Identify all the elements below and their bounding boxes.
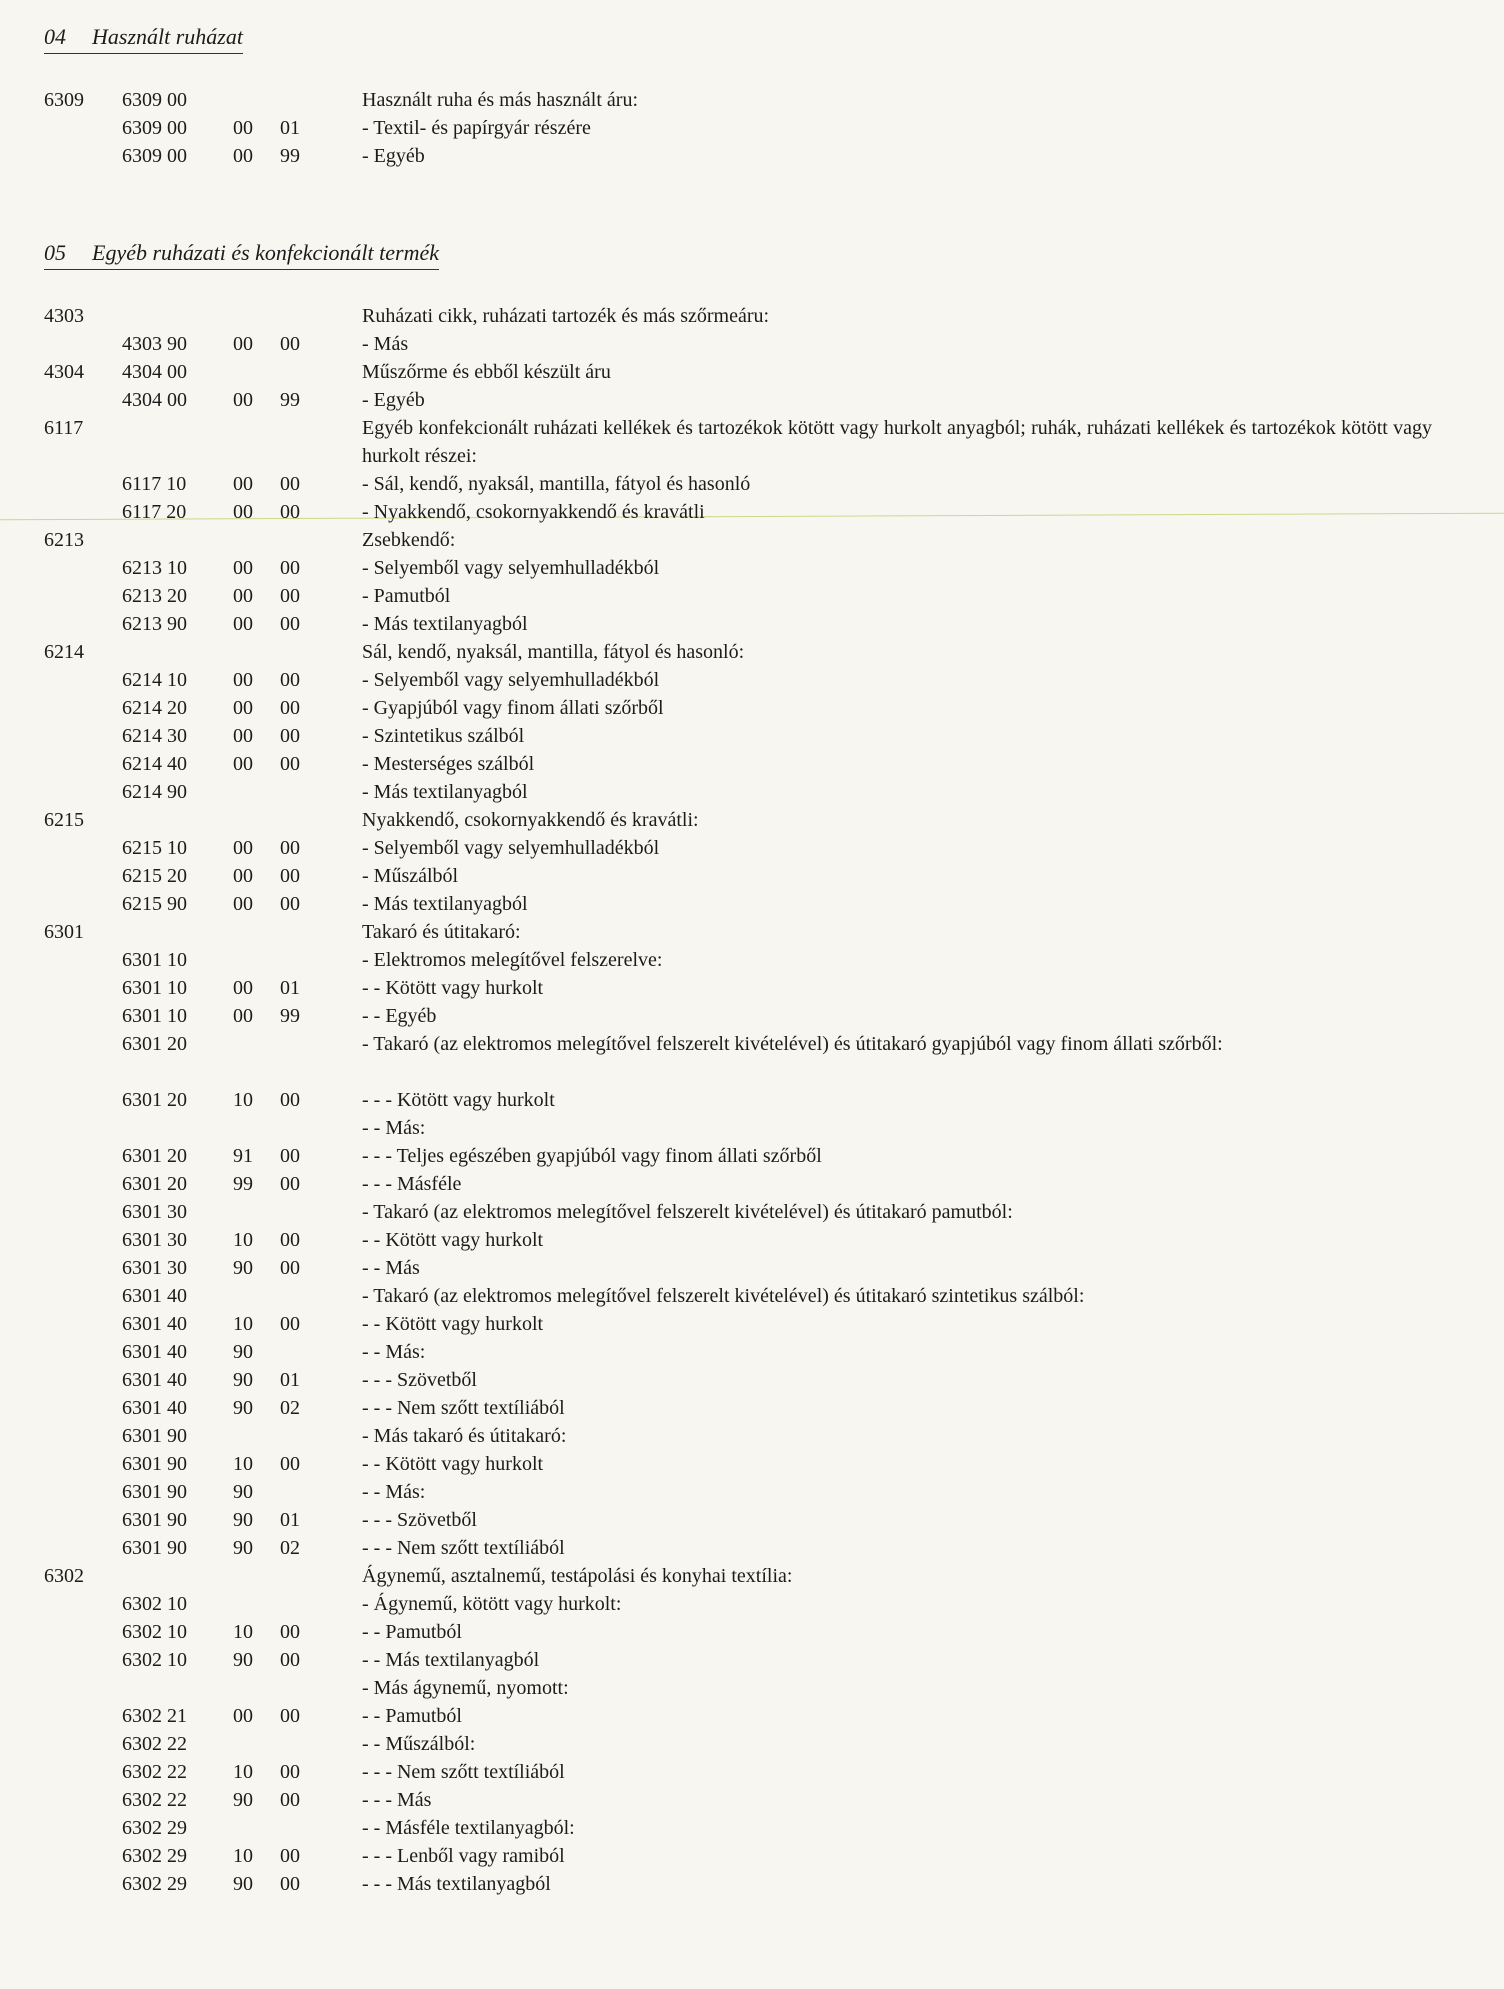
subheading-code: 6214 20 [122, 697, 187, 719]
item-description: Ruházati cikk, ruházati tartozék és más szőrmeáru: [362, 305, 770, 327]
table-row [0, 1842, 1504, 1870]
item-description: - - - Lenből vagy ramiból [362, 1845, 565, 1867]
subheading-code: 6215 10 [122, 837, 187, 859]
heading-code: 6302 [44, 1565, 84, 1587]
heading-code: 6215 [44, 809, 84, 831]
table-row [0, 554, 1504, 582]
table-row [0, 806, 1504, 834]
subheading-code: 6215 20 [122, 865, 187, 887]
table-row [0, 1114, 1504, 1142]
subheading-code: 6213 20 [122, 585, 187, 607]
code-part-2: 00 [280, 669, 300, 691]
table-row [0, 722, 1504, 750]
code-part-2: 00 [280, 1173, 300, 1195]
table-row [0, 86, 1504, 114]
table-row [0, 1366, 1504, 1394]
item-description: - Sál, kendő, nyaksál, mantilla, fátyol és hasonló [362, 473, 751, 495]
subheading-code: 6301 10 [122, 949, 187, 971]
code-part-1: 00 [233, 585, 253, 607]
code-part-2: 00 [280, 1089, 300, 1111]
code-part-1: 00 [233, 753, 253, 775]
code-part-1: 10 [233, 1089, 253, 1111]
code-part-1: 00 [233, 145, 253, 167]
code-part-1: 10 [233, 1313, 253, 1335]
item-description: - Nyakkendő, csokornyakkendő és kravátli [362, 501, 705, 523]
table-row [0, 1534, 1504, 1562]
code-part-2: 01 [280, 117, 300, 139]
item-description: - - Más: [362, 1117, 426, 1139]
subheading-code: 6301 90 [122, 1425, 187, 1447]
code-part-2: 00 [280, 1257, 300, 1279]
subheading-code: 6301 20 [122, 1033, 187, 1055]
code-part-2: 01 [280, 977, 300, 999]
item-description: Egyéb konfekcionált ruházati kellékek és tartozékok kötött vagy hurkolt anyagból; ruhák, ruházati kellékek és tartozékok kötött vagy hurkolt részei: [362, 417, 1432, 467]
item-description: - Takaró (az elektromos melegítővel felszerelt kivételével) és útitakaró pamutból: [362, 1201, 1013, 1223]
table-row [0, 498, 1504, 526]
code-part-1: 90 [233, 1789, 253, 1811]
section-title-04 [44, 24, 243, 54]
code-part-2: 00 [280, 1145, 300, 1167]
item-description: - - - Kötött vagy hurkolt [362, 1089, 555, 1111]
subheading-code: 6301 20 [122, 1089, 187, 1111]
item-description: - Takaró (az elektromos melegítővel felszerelt kivételével) és útitakaró szintetikus szálból: [362, 1285, 1085, 1307]
code-part-1: 10 [233, 1229, 253, 1251]
code-part-1: 00 [233, 837, 253, 859]
section-number: 05 [44, 240, 66, 265]
subheading-code: 6301 90 [122, 1453, 187, 1475]
code-part-2: 00 [280, 1621, 300, 1643]
heading-code: 6309 [44, 89, 84, 111]
item-description: - - Kötött vagy hurkolt [362, 1453, 544, 1475]
code-part-2: 01 [280, 1509, 300, 1531]
subheading-code: 6302 29 [122, 1873, 187, 1895]
subheading-code: 6301 40 [122, 1369, 187, 1391]
subheading-code: 6302 21 [122, 1705, 187, 1727]
subheading-code: 4304 00 [122, 361, 187, 383]
item-description: - - Más [362, 1257, 420, 1279]
table-row [0, 918, 1504, 946]
item-description: - Más takaró és útitakaró: [362, 1425, 567, 1447]
section-name: Használt ruházat [92, 24, 243, 49]
code-part-1: 90 [233, 1873, 253, 1895]
code-part-1: 91 [233, 1145, 253, 1167]
code-part-2: 00 [280, 1453, 300, 1475]
code-part-1: 10 [233, 1453, 253, 1475]
item-description: - Más textilanyagból [362, 613, 528, 635]
subheading-code: 6301 30 [122, 1229, 187, 1251]
subheading-code: 6301 90 [122, 1481, 187, 1503]
code-part-1: 00 [233, 333, 253, 355]
code-part-1: 00 [233, 1005, 253, 1027]
table-row [0, 1646, 1504, 1674]
item-description: - - - Másféle [362, 1173, 462, 1195]
table-row [0, 1002, 1504, 1030]
subheading-code: 6301 20 [122, 1173, 187, 1195]
table-row [0, 1338, 1504, 1366]
table-row [0, 638, 1504, 666]
item-description: - Egyéb [362, 145, 425, 167]
item-description: - - - Más [362, 1789, 432, 1811]
table-row [0, 1198, 1504, 1226]
code-part-1: 10 [233, 1845, 253, 1867]
item-description: - - Műszálból: [362, 1733, 476, 1755]
section-number: 04 [44, 24, 66, 49]
table-row [0, 862, 1504, 890]
subheading-code: 6213 10 [122, 557, 187, 579]
table-row [0, 666, 1504, 694]
subheading-code: 4304 00 [122, 389, 187, 411]
table-row [0, 1758, 1504, 1786]
table-row [0, 1422, 1504, 1450]
code-part-2: 00 [280, 557, 300, 579]
item-description: - Selyemből vagy selyemhulladékból [362, 669, 660, 691]
code-part-2: 02 [280, 1397, 300, 1419]
table-row [0, 1450, 1504, 1478]
item-description: - - - Szövetből [362, 1509, 477, 1531]
table-row [0, 582, 1504, 610]
item-description: - - Másféle textilanyagból: [362, 1817, 575, 1839]
code-part-2: 00 [280, 893, 300, 915]
code-part-2: 00 [280, 333, 300, 355]
code-part-1: 00 [233, 669, 253, 691]
code-part-1: 90 [233, 1509, 253, 1531]
table-row [0, 946, 1504, 974]
table-row [0, 1562, 1504, 1590]
code-part-2: 00 [280, 1649, 300, 1671]
table-row [0, 330, 1504, 358]
code-part-1: 10 [233, 1621, 253, 1643]
subheading-code: 6302 10 [122, 1593, 187, 1615]
item-description: - Selyemből vagy selyemhulladékból [362, 837, 660, 859]
code-part-2: 00 [280, 1873, 300, 1895]
table-row [0, 470, 1504, 498]
table-row [0, 778, 1504, 806]
subheading-code: 6117 10 [122, 473, 187, 495]
code-part-2: 00 [280, 501, 300, 523]
table-row [0, 414, 1504, 470]
heading-code: 6117 [44, 417, 84, 439]
subheading-code: 6301 40 [122, 1341, 187, 1363]
table-row [0, 1478, 1504, 1506]
subheading-code: 6214 40 [122, 753, 187, 775]
item-description: - - Más: [362, 1481, 426, 1503]
subheading-code: 6301 30 [122, 1257, 187, 1279]
item-description: Használt ruha és más használt áru: [362, 89, 639, 111]
item-description: Ágynemű, asztalnemű, testápolási és konyhai textília: [362, 1565, 793, 1587]
code-part-1: 00 [233, 389, 253, 411]
item-description: - Más ágynemű, nyomott: [362, 1677, 569, 1699]
code-part-2: 00 [280, 753, 300, 775]
item-description: - - - Nem szőtt textíliából [362, 1761, 565, 1783]
subheading-code: 6301 10 [122, 977, 187, 999]
subheading-code: 6214 30 [122, 725, 187, 747]
code-part-1: 00 [233, 865, 253, 887]
subheading-code: 6117 20 [122, 501, 187, 523]
code-part-2: 99 [280, 145, 300, 167]
table-row [0, 1870, 1504, 1898]
table-row [0, 526, 1504, 554]
code-part-2: 99 [280, 1005, 300, 1027]
table-row [0, 1226, 1504, 1254]
heading-code: 6301 [44, 921, 84, 943]
code-part-2: 00 [280, 1761, 300, 1783]
subheading-code: 6213 90 [122, 613, 187, 635]
item-description: - - Egyéb [362, 1005, 437, 1027]
item-description: - - Más textilanyagból [362, 1649, 540, 1671]
code-part-1: 99 [233, 1173, 253, 1195]
code-part-2: 00 [280, 725, 300, 747]
table-row [0, 302, 1504, 330]
item-description: - - Kötött vagy hurkolt [362, 1229, 544, 1251]
code-part-2: 00 [280, 585, 300, 607]
code-part-2: 00 [280, 1789, 300, 1811]
code-part-1: 00 [233, 501, 253, 523]
subheading-code: 4303 90 [122, 333, 187, 355]
code-part-2: 02 [280, 1537, 300, 1559]
code-part-1: 90 [233, 1537, 253, 1559]
code-part-1: 90 [233, 1369, 253, 1391]
code-part-2: 00 [280, 473, 300, 495]
subheading-code: 6309 00 [122, 145, 187, 167]
item-description: - - Kötött vagy hurkolt [362, 977, 544, 999]
table-row [0, 750, 1504, 778]
code-part-1: 00 [233, 725, 253, 747]
item-description: Műszőrme és ebből készült áru [362, 361, 611, 383]
item-description: - - Pamutból [362, 1705, 462, 1727]
code-part-1: 00 [233, 1705, 253, 1727]
item-description: - - - Nem szőtt textíliából [362, 1537, 565, 1559]
table-row [0, 1506, 1504, 1534]
item-description: - Más [362, 333, 409, 355]
item-description: - Gyapjúból vagy finom állati szőrből [362, 697, 664, 719]
table-row [0, 386, 1504, 414]
table-row [0, 1254, 1504, 1282]
item-description: - Más textilanyagból [362, 781, 528, 803]
subheading-code: 6309 00 [122, 89, 187, 111]
heading-code: 4304 [44, 361, 84, 383]
code-part-1: 90 [233, 1397, 253, 1419]
code-part-1: 00 [233, 473, 253, 495]
code-part-2: 00 [280, 697, 300, 719]
heading-code: 4303 [44, 305, 84, 327]
subheading-code: 6301 90 [122, 1537, 187, 1559]
subheading-code: 6302 22 [122, 1761, 187, 1783]
table-row [0, 1730, 1504, 1758]
item-description: - - - Nem szőtt textíliából [362, 1397, 565, 1419]
table-row [0, 114, 1504, 142]
subheading-code: 6301 30 [122, 1201, 187, 1223]
table-row [0, 890, 1504, 918]
item-description: - Ágynemű, kötött vagy hurkolt: [362, 1593, 622, 1615]
table-row [0, 610, 1504, 638]
table-row [0, 1702, 1504, 1730]
item-description: - Más textilanyagból [362, 893, 528, 915]
code-part-1: 90 [233, 1341, 253, 1363]
table-row [0, 1674, 1504, 1702]
code-part-1: 00 [233, 117, 253, 139]
item-description: - Selyemből vagy selyemhulladékból [362, 557, 660, 579]
table-row [0, 1170, 1504, 1198]
code-part-2: 00 [280, 1229, 300, 1251]
code-part-2: 00 [280, 837, 300, 859]
subheading-code: 6215 90 [122, 893, 187, 915]
subheading-code: 6302 29 [122, 1845, 187, 1867]
subheading-code: 6301 90 [122, 1509, 187, 1531]
table-row [0, 1142, 1504, 1170]
item-description: - Textil- és papírgyár részére [362, 117, 591, 139]
subheading-code: 6301 20 [122, 1145, 187, 1167]
item-description: - Takaró (az elektromos melegítővel felszerelt kivételével) és útitakaró gyapjúból vagy finom állati szőrből: [362, 1033, 1223, 1055]
item-description: - - Más: [362, 1341, 426, 1363]
item-description: - - Kötött vagy hurkolt [362, 1313, 544, 1335]
code-part-1: 00 [233, 697, 253, 719]
table-row [0, 834, 1504, 862]
subheading-code: 6301 40 [122, 1285, 187, 1307]
item-description: - Egyéb [362, 389, 425, 411]
subheading-code: 6214 10 [122, 669, 187, 691]
subheading-code: 6309 00 [122, 117, 187, 139]
table-row [0, 1814, 1504, 1842]
table-row [0, 1310, 1504, 1338]
table-row [0, 974, 1504, 1002]
section-name: Egyéb ruházati és konfekcionált termék [92, 240, 440, 265]
section-title-05 [44, 240, 439, 270]
table-row [0, 1030, 1504, 1086]
subheading-code: 6301 40 [122, 1313, 187, 1335]
subheading-code: 6302 22 [122, 1733, 187, 1755]
item-description: - - Pamutból [362, 1621, 462, 1643]
item-description: - Elektromos melegítővel felszerelve: [362, 949, 663, 971]
code-part-1: 90 [233, 1257, 253, 1279]
code-part-1: 10 [233, 1761, 253, 1783]
item-description: Takaró és útitakaró: [362, 921, 521, 943]
subheading-code: 6302 10 [122, 1649, 187, 1671]
code-part-1: 00 [233, 613, 253, 635]
table-row [0, 1786, 1504, 1814]
code-part-2: 00 [280, 1313, 300, 1335]
code-part-2: 99 [280, 389, 300, 411]
subheading-code: 6214 90 [122, 781, 187, 803]
code-part-2: 00 [280, 865, 300, 887]
code-part-2: 01 [280, 1369, 300, 1391]
table-row [0, 142, 1504, 170]
code-part-2: 00 [280, 1845, 300, 1867]
table-row [0, 1086, 1504, 1114]
table-row [0, 1394, 1504, 1422]
item-description: - Műszálból [362, 865, 459, 887]
item-description: Sál, kendő, nyaksál, mantilla, fátyol és hasonló: [362, 641, 745, 663]
code-part-1: 90 [233, 1649, 253, 1671]
table-row [0, 694, 1504, 722]
item-description: - - - Szövetből [362, 1369, 477, 1391]
subheading-code: 6302 29 [122, 1817, 187, 1839]
item-description: - Mesterséges szálból [362, 753, 535, 775]
code-part-2: 00 [280, 1705, 300, 1727]
code-part-1: 00 [233, 893, 253, 915]
heading-code: 6214 [44, 641, 84, 663]
subheading-code: 6302 10 [122, 1621, 187, 1643]
code-part-1: 90 [233, 1481, 253, 1503]
item-description: - Szintetikus szálból [362, 725, 525, 747]
subheading-code: 6301 10 [122, 1005, 187, 1027]
item-description: - Pamutból [362, 585, 451, 607]
item-description: Zsebkendő: [362, 529, 456, 551]
code-part-1: 00 [233, 977, 253, 999]
table-row [0, 1618, 1504, 1646]
item-description: - - - Teljes egészében gyapjúból vagy finom állati szőrből [362, 1145, 822, 1167]
item-description: - - - Más textilanyagból [362, 1873, 551, 1895]
table-row [0, 358, 1504, 386]
subheading-code: 6301 40 [122, 1397, 187, 1419]
table-row [0, 1282, 1504, 1310]
code-part-2: 00 [280, 613, 300, 635]
code-part-1: 00 [233, 557, 253, 579]
item-description: Nyakkendő, csokornyakkendő és kravátli: [362, 809, 699, 831]
subheading-code: 6302 22 [122, 1789, 187, 1811]
table-row [0, 1590, 1504, 1618]
heading-code: 6213 [44, 529, 84, 551]
